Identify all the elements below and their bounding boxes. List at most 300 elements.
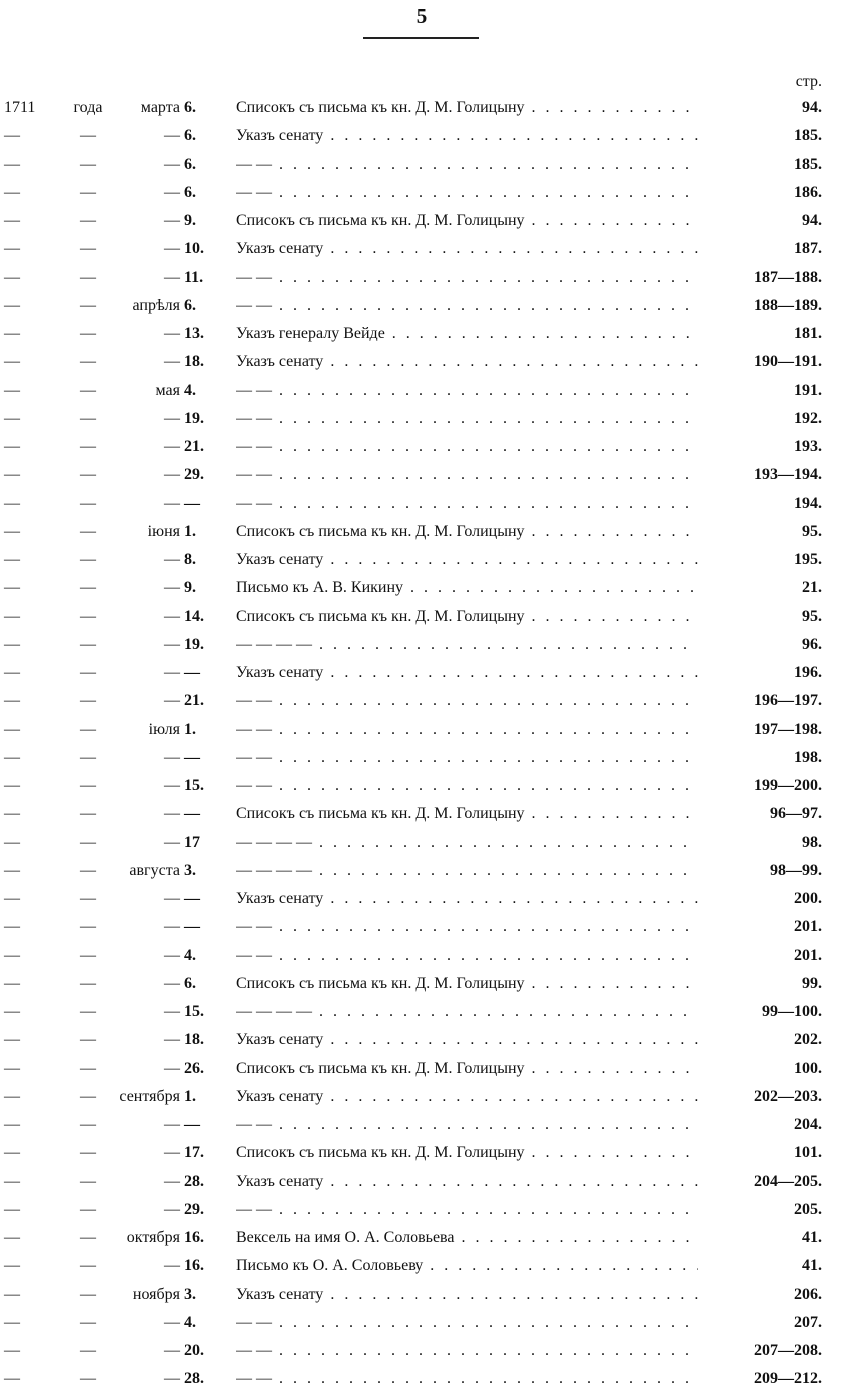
entry-year-word: — — [80, 1116, 96, 1133]
entry-month: — — [164, 974, 180, 992]
entry-title: — — . . . — [236, 744, 712, 772]
index-row — [0, 518, 844, 546]
entry-year: — — [4, 1116, 20, 1133]
index-row — [0, 546, 844, 574]
entry-month: — — [164, 551, 180, 568]
entry-page-ref: 95. — [698, 518, 822, 546]
index-row — [0, 913, 844, 941]
entry-month: — — [164, 635, 180, 653]
index-row — [0, 1365, 844, 1393]
index-row — [0, 603, 844, 631]
entry-page-ref: 41. — [698, 1252, 822, 1280]
entry-month: — — [164, 833, 180, 851]
entry-year-word: — — [80, 183, 96, 201]
entry-page-ref: 194. — [698, 490, 822, 518]
entry-year: — — [4, 1200, 20, 1218]
index-row — [0, 942, 844, 970]
index-row — [0, 490, 844, 518]
index-row — [0, 179, 844, 207]
entry-page-ref: 21. — [698, 574, 822, 602]
entry-month: — — [164, 268, 180, 286]
entry-year: — — [4, 296, 20, 314]
entry-day: 21. — [184, 692, 204, 710]
entry-year-word: — — [80, 1172, 96, 1190]
entry-year: — — [4, 748, 20, 766]
entry-day: 15. — [184, 1003, 204, 1020]
page-number: 5 — [416, 4, 428, 28]
entry-year-word: — — [80, 353, 96, 371]
entry-year-word: — — [80, 805, 96, 823]
entry-year: — — [4, 1370, 20, 1388]
entry-title: Письмо къ О. А. Соловьеву . . . — [236, 1252, 712, 1280]
entry-page-ref: 185. — [698, 151, 822, 179]
entry-year-word: — — [80, 748, 96, 766]
entry-year-word: — — [80, 1144, 96, 1162]
index-row — [0, 264, 844, 292]
entry-year-word: — — [80, 240, 96, 258]
entry-day: 1. — [184, 1087, 196, 1105]
entry-day: — — [184, 494, 200, 512]
entry-year: — — [4, 692, 20, 710]
entry-title: — — . . . — [236, 292, 712, 320]
entry-month: — — [164, 579, 180, 597]
entry-day: 6. — [184, 127, 196, 145]
entry-page-ref: 100. — [698, 1055, 822, 1083]
entry-title: Указъ сенату . . . — [236, 659, 712, 687]
index-row — [0, 151, 844, 179]
entry-year: — — [4, 325, 20, 342]
entry-day: 4. — [184, 946, 196, 964]
entry-month: — — [164, 918, 180, 936]
index-row — [0, 659, 844, 687]
entry-title: Указъ сенату . . . — [236, 885, 712, 913]
entry-year: — — [4, 155, 20, 173]
index-row — [0, 292, 844, 320]
entry-page-ref: 201. — [698, 913, 822, 941]
entry-month: — — [164, 946, 180, 964]
entry-day: 17. — [184, 1144, 204, 1162]
entry-title: — — — — . . . — [236, 829, 712, 857]
entry-title: — — . . . — [236, 942, 712, 970]
entry-day: 13. — [184, 325, 204, 342]
index-row — [0, 207, 844, 235]
entry-page-ref: 98. — [698, 829, 822, 857]
index-row — [0, 574, 844, 602]
entry-year-word: — — [80, 1059, 96, 1077]
index-row — [0, 1139, 844, 1167]
entry-year-word: — — [80, 438, 96, 455]
entry-title: — — . . . — [236, 716, 712, 744]
index-row — [0, 631, 844, 659]
entry-year: — — [4, 833, 20, 851]
entry-page-ref: 96—97. — [698, 800, 822, 828]
entry-year-word: — — [80, 409, 96, 427]
entry-year: — — [4, 1059, 20, 1077]
entry-title: — — — — . . . — [236, 998, 712, 1026]
entry-day: 4. — [184, 381, 196, 399]
entry-year-word: — — [80, 946, 96, 964]
entry-page-ref: 198. — [698, 744, 822, 772]
entry-title: — — . . . — [236, 1196, 712, 1224]
entry-month: ноября — [132, 1285, 180, 1303]
entry-year: — — [4, 522, 20, 540]
entry-page-ref: 187. — [698, 235, 822, 263]
index-row — [0, 1168, 844, 1196]
index-row — [0, 829, 844, 857]
index-row — [0, 744, 844, 772]
entry-year: — — [4, 409, 20, 427]
entry-title: Указъ сенату . . . — [236, 235, 712, 263]
entry-day: 16. — [184, 1229, 204, 1246]
entry-day: 18. — [184, 353, 204, 371]
entry-month: — — [164, 1257, 180, 1275]
entry-page-ref: 181. — [698, 320, 822, 348]
entry-page-ref: 202—203. — [698, 1083, 822, 1111]
entry-day: 6. — [184, 296, 196, 314]
entry-page-ref: 186. — [698, 179, 822, 207]
entry-year-word: — — [80, 494, 96, 512]
entry-month: — — [164, 212, 180, 229]
entry-year: — — [4, 353, 20, 371]
entry-day: 15. — [184, 777, 204, 794]
entry-title: Списокъ съ письма къ кн. Д. М. Голицыну . . . — [236, 603, 712, 631]
entry-month: іюля — [148, 720, 180, 738]
entry-month: — — [164, 777, 180, 794]
entry-title: — — . . . — [236, 405, 712, 433]
entry-year-word: — — [80, 833, 96, 851]
entry-year: — — [4, 212, 20, 229]
entry-page-ref: 201. — [698, 942, 822, 970]
entry-page-ref: 195. — [698, 546, 822, 574]
entry-page-ref: 196—197. — [698, 687, 822, 715]
entry-year-word: — — [80, 607, 96, 625]
entry-page-ref: 95. — [698, 603, 822, 631]
entry-page-ref: 185. — [698, 122, 822, 150]
entry-year: — — [4, 1172, 20, 1190]
entry-title: Списокъ съ письма къ кн. Д. М. Голицыну . . . — [236, 1139, 712, 1167]
entry-title: — — . . . — [236, 772, 712, 800]
index-row — [0, 1055, 844, 1083]
entry-day: — — [184, 890, 200, 907]
entry-month: — — [164, 607, 180, 625]
entry-year-word: — — [80, 296, 96, 314]
index-row — [0, 433, 844, 461]
entry-title: — — . . . — [236, 490, 712, 518]
entry-year-word: — — [80, 692, 96, 710]
entry-month: — — [164, 353, 180, 371]
entry-day: 6. — [184, 974, 196, 992]
entry-year-word: — — [80, 1003, 96, 1020]
entry-year: 1711 — [4, 99, 36, 116]
header-rule — [363, 37, 479, 39]
entry-day: 6. — [184, 183, 196, 201]
entry-title: Списокъ съ письма къ кн. Д. М. Голицыну . . . — [236, 518, 712, 546]
entry-year: — — [4, 1342, 20, 1359]
entry-year-word: года — [73, 99, 103, 116]
entry-year-word: — — [80, 777, 96, 794]
entry-title: — — . . . — [236, 151, 712, 179]
entry-day: 11. — [184, 268, 204, 286]
entry-page-ref: 96. — [698, 631, 822, 659]
index-row — [0, 687, 844, 715]
entry-year: — — [4, 720, 20, 738]
index-row — [0, 857, 844, 885]
entry-day: 17 — [184, 833, 200, 851]
entry-page-ref: 204—205. — [698, 1168, 822, 1196]
entry-year-word: — — [80, 325, 96, 342]
index-row — [0, 461, 844, 489]
entry-page-ref: 193. — [698, 433, 822, 461]
entry-page-ref: 99. — [698, 970, 822, 998]
entry-year: — — [4, 861, 20, 879]
entry-day: 19. — [184, 635, 204, 653]
entry-page-ref: 188—189. — [698, 292, 822, 320]
entry-title: — — — — . . . — [236, 631, 712, 659]
entry-title: — — . . . — [236, 1337, 712, 1365]
entry-month: — — [164, 466, 180, 484]
entry-year: — — [4, 805, 20, 823]
entry-month: — — [164, 1116, 180, 1133]
entry-month: — — [164, 1200, 180, 1218]
entry-year: — — [4, 607, 20, 625]
entry-month: — — [164, 805, 180, 823]
index-row — [0, 235, 844, 263]
entry-month: — — [164, 409, 180, 427]
entry-month: — — [164, 1172, 180, 1190]
entry-day: — — [184, 805, 200, 823]
entry-year-word: — — [80, 551, 96, 568]
index-row — [0, 1026, 844, 1054]
index-row — [0, 1337, 844, 1365]
entry-day: 4. — [184, 1313, 196, 1331]
entry-title: — — . . . — [236, 433, 712, 461]
entry-year: — — [4, 777, 20, 794]
entry-title: Списокъ съ письма къ кн. Д. М. Голицыну . . . — [236, 970, 712, 998]
entry-day: 9. — [184, 579, 196, 597]
entry-year-word: — — [80, 635, 96, 653]
entry-title: Письмо къ А. В. Кикину . . . — [236, 574, 712, 602]
entry-year: — — [4, 1144, 20, 1162]
index-row — [0, 1281, 844, 1309]
entry-year-word: — — [80, 1087, 96, 1105]
entry-year: — — [4, 1313, 20, 1331]
entry-page-ref: 204. — [698, 1111, 822, 1139]
entry-page-ref: 101. — [698, 1139, 822, 1167]
index-row — [0, 885, 844, 913]
entry-title: — — . . . — [236, 1309, 712, 1337]
entry-day: 26. — [184, 1059, 204, 1077]
entry-day: 14. — [184, 607, 204, 625]
entry-title: Указъ сенату . . . — [236, 1083, 712, 1111]
entry-year: — — [4, 1003, 20, 1020]
entry-year-word: — — [80, 466, 96, 484]
entry-title: Списокъ съ письма къ кн. Д. М. Голицыну . . . — [236, 94, 712, 122]
entry-month: марта — [140, 99, 180, 116]
entry-day: — — [184, 1116, 200, 1133]
entry-year-word: — — [80, 918, 96, 936]
entry-year: — — [4, 381, 20, 399]
entry-page-ref: 187—188. — [698, 264, 822, 292]
index-row — [0, 1083, 844, 1111]
index-row — [0, 377, 844, 405]
entry-day: 19. — [184, 409, 204, 427]
entry-title: — — . . . — [236, 913, 712, 941]
entry-day: 20. — [184, 1342, 204, 1359]
entry-year-word: — — [80, 212, 96, 229]
entry-year-word: — — [80, 974, 96, 992]
entry-month: октября — [126, 1229, 180, 1246]
entry-day: 9. — [184, 212, 196, 229]
index-row — [0, 716, 844, 744]
entry-year-word: — — [80, 1257, 96, 1275]
entry-year: — — [4, 438, 20, 455]
entry-month: — — [164, 155, 180, 173]
entry-year: — — [4, 579, 20, 597]
index-row — [0, 998, 844, 1026]
entry-year: — — [4, 664, 20, 681]
entry-year: — — [4, 466, 20, 484]
entry-day: 6. — [184, 99, 196, 116]
entry-year-word: — — [80, 890, 96, 907]
entry-year: — — [4, 268, 20, 286]
entry-month: — — [164, 494, 180, 512]
entry-page-ref: 193—194. — [698, 461, 822, 489]
index-row — [0, 1309, 844, 1337]
entry-month: іюня — [147, 522, 180, 540]
entry-year: — — [4, 918, 20, 936]
entry-month: — — [164, 1370, 180, 1388]
index-row — [0, 94, 844, 122]
entry-title: — — . . . — [236, 461, 712, 489]
entry-year: — — [4, 1087, 20, 1105]
entry-title: Указъ сенату . . . — [236, 122, 712, 150]
entry-year: — — [4, 890, 20, 907]
entry-year-word: — — [80, 1031, 96, 1049]
entry-year-word: — — [80, 1313, 96, 1331]
entry-year-word: — — [80, 579, 96, 597]
entry-page-ref: 199—200. — [698, 772, 822, 800]
entry-day: 18. — [184, 1031, 204, 1049]
entry-page-ref: 202. — [698, 1026, 822, 1054]
entry-title: — — — — . . . — [236, 857, 712, 885]
entry-year-word: — — [80, 1342, 96, 1359]
entry-title: — — . . . — [236, 179, 712, 207]
entry-title: Указъ сенату . . . — [236, 1281, 712, 1309]
entry-day: 6. — [184, 155, 196, 173]
entry-year: — — [4, 183, 20, 201]
entry-title: Вексель на имя О. А. Соловьева . . . — [236, 1224, 712, 1252]
entry-title: Списокъ съ письма къ кн. Д. М. Голицыну . . . — [236, 207, 712, 235]
entry-day: 29. — [184, 466, 204, 484]
entry-day: 29. — [184, 1200, 204, 1218]
entry-year-word: — — [80, 268, 96, 286]
index-row — [0, 320, 844, 348]
entry-year-word: — — [80, 720, 96, 738]
entry-page-ref: 94. — [698, 94, 822, 122]
entry-month: — — [164, 664, 180, 681]
entry-year-word: — — [80, 664, 96, 681]
entry-month: — — [164, 1003, 180, 1020]
index-row — [0, 1111, 844, 1139]
index-row — [0, 1196, 844, 1224]
entry-month: апрѣля — [132, 296, 180, 314]
entry-month: — — [164, 438, 180, 455]
entry-month: сентября — [119, 1087, 180, 1105]
entry-month: — — [164, 183, 180, 201]
entry-page-ref: 41. — [698, 1224, 822, 1252]
entry-title: Списокъ съ письма къ кн. Д. М. Голицыну . . . — [236, 800, 712, 828]
entry-page-ref: 196. — [698, 659, 822, 687]
entry-day: 28. — [184, 1370, 204, 1388]
entry-year-word: — — [80, 381, 96, 399]
index-row — [0, 122, 844, 150]
index-row — [0, 772, 844, 800]
entry-month: — — [164, 890, 180, 907]
entry-month: — — [164, 325, 180, 342]
entry-page-ref: 207. — [698, 1309, 822, 1337]
entry-page-ref: 209—212. — [698, 1365, 822, 1393]
entry-title: — — . . . — [236, 687, 712, 715]
entry-year-word: — — [80, 1285, 96, 1303]
entry-page-ref: 192. — [698, 405, 822, 433]
entry-year: — — [4, 127, 20, 145]
entry-year-word: — — [80, 861, 96, 879]
index-list — [0, 94, 844, 1388]
entry-title: Указъ генералу Вейде . . . — [236, 320, 712, 348]
entry-page-ref: 94. — [698, 207, 822, 235]
entry-page-ref: 197—198. — [698, 716, 822, 744]
entry-year: — — [4, 1031, 20, 1049]
entry-day: 28. — [184, 1172, 204, 1190]
entry-year: — — [4, 1229, 20, 1246]
entry-year: — — [4, 946, 20, 964]
entry-year: — — [4, 551, 20, 568]
entry-month: — — [164, 748, 180, 766]
entry-year-word: — — [80, 127, 96, 145]
entry-month: — — [164, 1144, 180, 1162]
entry-title: — — . . . — [236, 1111, 712, 1139]
entry-title: — — . . . — [236, 264, 712, 292]
entry-month: — — [164, 1313, 180, 1331]
entry-day: 8. — [184, 551, 196, 568]
entry-day: 3. — [184, 861, 196, 879]
index-row — [0, 405, 844, 433]
entry-title: Указъ сенату . . . — [236, 1168, 712, 1196]
entry-day: 10. — [184, 240, 204, 258]
entry-day: 1. — [184, 522, 196, 540]
entry-year: — — [4, 1257, 20, 1275]
entry-year: — — [4, 635, 20, 653]
entry-title: — — . . . — [236, 1365, 712, 1393]
entry-year: — — [4, 240, 20, 258]
entry-month: — — [164, 692, 180, 710]
entry-year-word: — — [80, 1229, 96, 1246]
entry-page-ref: 207—208. — [698, 1337, 822, 1365]
entry-month: — — [164, 1031, 180, 1049]
entry-page-ref: 190—191. — [698, 348, 822, 376]
index-row — [0, 1224, 844, 1252]
entry-month: августа — [129, 861, 180, 879]
entry-title: Указъ сенату . . . — [236, 546, 712, 574]
entry-year-word: — — [80, 1200, 96, 1218]
entry-title: Списокъ съ письма къ кн. Д. М. Голицыну . . . — [236, 1055, 712, 1083]
entry-day: 16. — [184, 1257, 204, 1275]
entry-page-ref: 191. — [698, 377, 822, 405]
entry-day: 21. — [184, 438, 204, 455]
entry-title: Указъ сенату . . . — [236, 348, 712, 376]
entry-month: — — [164, 1059, 180, 1077]
entry-year: — — [4, 974, 20, 992]
